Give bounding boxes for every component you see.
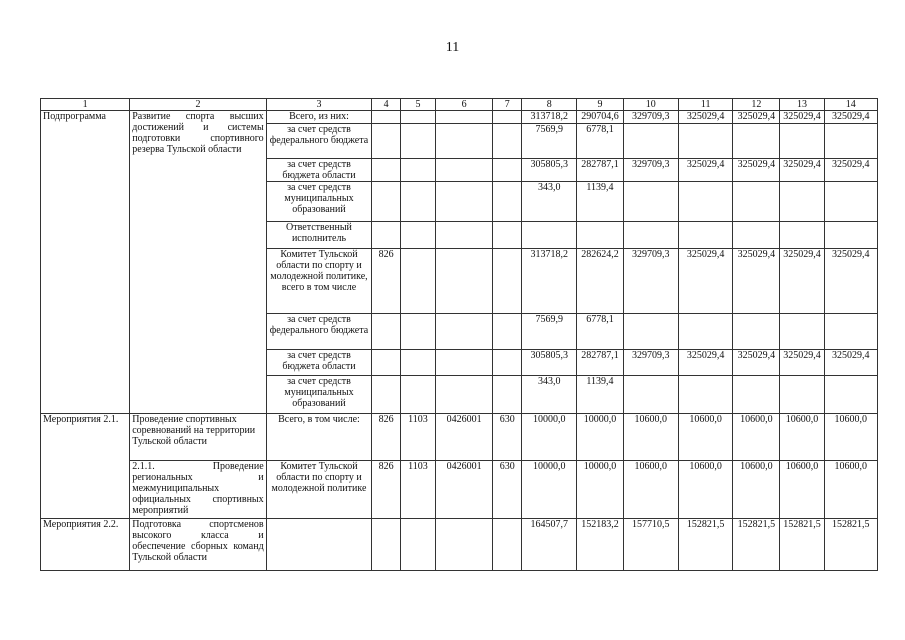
admin-code: 826 [372, 461, 401, 519]
value-cell: 7569,9 [522, 314, 577, 350]
value-cell: 325029,4 [824, 111, 877, 124]
value-cell: 10600,0 [623, 414, 678, 461]
funding-source: за счет средств федерального бюджета [266, 124, 372, 159]
value-cell: 325029,4 [733, 159, 780, 182]
target-code [435, 182, 492, 222]
value-cell: 329709,3 [623, 159, 678, 182]
section-code [401, 314, 436, 350]
budget-table [40, 98, 878, 571]
funding-source [266, 519, 372, 571]
value-cell [623, 124, 678, 159]
value-cell: 325029,4 [733, 111, 780, 124]
value-cell [780, 124, 824, 159]
value-cell: 152821,5 [678, 519, 732, 571]
value-cell: 313718,2 [522, 111, 577, 124]
value-cell: 157710,5 [623, 519, 678, 571]
value-cell [678, 182, 732, 222]
value-cell: 282787,1 [577, 159, 623, 182]
value-cell: 10000,0 [577, 461, 623, 519]
value-cell: 290704,6 [577, 111, 623, 124]
expense-code: 630 [493, 461, 522, 519]
value-cell: 152821,5 [824, 519, 877, 571]
value-cell: 325029,4 [780, 111, 824, 124]
expense-code [493, 111, 522, 124]
section-code [401, 249, 436, 314]
value-cell [623, 314, 678, 350]
column-header: 2 [130, 99, 266, 111]
value-cell [678, 124, 732, 159]
column-header: 6 [435, 99, 492, 111]
value-cell: 325029,4 [780, 350, 824, 376]
value-cell: 10600,0 [623, 461, 678, 519]
section-code [401, 519, 436, 571]
program-type: Подпрограмма [41, 111, 130, 414]
table-body [41, 99, 878, 571]
value-cell [623, 376, 678, 414]
value-cell: 325029,4 [780, 159, 824, 182]
target-code [435, 222, 492, 249]
expense-code [493, 124, 522, 159]
value-cell: 325029,4 [824, 350, 877, 376]
table-row [41, 519, 878, 571]
value-cell: 325029,4 [678, 159, 732, 182]
funding-source: Комитет Тульской области по спорту и молодежной политике [266, 461, 372, 519]
value-cell [623, 182, 678, 222]
value-cell [522, 222, 577, 249]
funding-source: Всего, в том числе: [266, 414, 372, 461]
value-cell: 325029,4 [824, 249, 877, 314]
header-row [41, 99, 878, 111]
admin-code [372, 222, 401, 249]
value-cell [824, 314, 877, 350]
admin-code [372, 376, 401, 414]
value-cell [678, 376, 732, 414]
value-cell [577, 222, 623, 249]
admin-code: 826 [372, 249, 401, 314]
value-cell: 325029,4 [678, 249, 732, 314]
value-cell: 282787,1 [577, 350, 623, 376]
expense-code [493, 222, 522, 249]
funding-source: за счет средств муниципальных образований [266, 376, 372, 414]
target-code: 0426001 [435, 461, 492, 519]
funding-source: Комитет Тульской области по спорту и молодежной политике, всего в том числе [266, 249, 372, 314]
measure-type: Мероприятия 2.1. [41, 414, 130, 519]
value-cell: 6778,1 [577, 124, 623, 159]
value-cell: 325029,4 [678, 350, 732, 376]
value-cell [733, 314, 780, 350]
submeasure-name: 2.1.1. Проведение региональных и межмуниципальных официальных спортивных мероприятий [130, 461, 266, 519]
value-cell: 325029,4 [733, 350, 780, 376]
column-header: 12 [733, 99, 780, 111]
funding-source: за счет средств муниципальных образований [266, 182, 372, 222]
program-name: Развитие спорта высших достижений и системы подготовки спортивного резерва Тульской области [130, 111, 266, 414]
value-cell: 10000,0 [577, 414, 623, 461]
section-code: 1103 [401, 461, 436, 519]
value-cell: 325029,4 [678, 111, 732, 124]
target-code [435, 314, 492, 350]
section-code [401, 350, 436, 376]
value-cell [824, 124, 877, 159]
value-cell: 329709,3 [623, 350, 678, 376]
section-code [401, 124, 436, 159]
value-cell: 7569,9 [522, 124, 577, 159]
value-cell: 10000,0 [522, 414, 577, 461]
value-cell: 152821,5 [780, 519, 824, 571]
value-cell: 305805,3 [522, 350, 577, 376]
funding-source: за счет средств бюджета области [266, 159, 372, 182]
value-cell: 10600,0 [780, 461, 824, 519]
target-code [435, 111, 492, 124]
value-cell [824, 222, 877, 249]
value-cell: 1139,4 [577, 182, 623, 222]
column-header: 13 [780, 99, 824, 111]
column-header: 7 [493, 99, 522, 111]
target-code [435, 350, 492, 376]
value-cell [733, 124, 780, 159]
value-cell: 305805,3 [522, 159, 577, 182]
column-header: 14 [824, 99, 877, 111]
value-cell [678, 222, 732, 249]
table-row [41, 461, 878, 519]
section-code [401, 222, 436, 249]
value-cell [824, 376, 877, 414]
column-header: 4 [372, 99, 401, 111]
target-code [435, 159, 492, 182]
value-cell: 10000,0 [522, 461, 577, 519]
expense-code [493, 519, 522, 571]
measure-type: Мероприятия 2.2. [41, 519, 130, 571]
value-cell: 343,0 [522, 376, 577, 414]
value-cell: 10600,0 [780, 414, 824, 461]
value-cell [824, 182, 877, 222]
value-cell: 152821,5 [733, 519, 780, 571]
admin-code [372, 350, 401, 376]
column-header: 10 [623, 99, 678, 111]
section-code [401, 182, 436, 222]
funding-source: Всего, из них: [266, 111, 372, 124]
value-cell: 329709,3 [623, 249, 678, 314]
value-cell: 10600,0 [678, 461, 732, 519]
admin-code [372, 182, 401, 222]
value-cell: 343,0 [522, 182, 577, 222]
value-cell [780, 376, 824, 414]
value-cell: 1139,4 [577, 376, 623, 414]
value-cell: 325029,4 [780, 249, 824, 314]
value-cell: 325029,4 [824, 159, 877, 182]
value-cell [780, 314, 824, 350]
measure-name: Проведение спортивных соревнований на территории Тульской области [130, 414, 266, 461]
admin-code [372, 314, 401, 350]
table-row [41, 111, 878, 124]
expense-code [493, 314, 522, 350]
value-cell: 10600,0 [824, 461, 877, 519]
page-number: 11 [445, 40, 460, 55]
expense-code [493, 376, 522, 414]
column-header: 1 [41, 99, 130, 111]
expense-code [493, 249, 522, 314]
value-cell [780, 182, 824, 222]
expense-code: 630 [493, 414, 522, 461]
target-code [435, 376, 492, 414]
column-header: 9 [577, 99, 623, 111]
target-code [435, 249, 492, 314]
value-cell: 6778,1 [577, 314, 623, 350]
value-cell: 10600,0 [733, 461, 780, 519]
value-cell [780, 222, 824, 249]
admin-code: 826 [372, 414, 401, 461]
funding-source: за счет средств федерального бюджета [266, 314, 372, 350]
value-cell [623, 222, 678, 249]
table-row [41, 414, 878, 461]
admin-code [372, 111, 401, 124]
admin-code [372, 519, 401, 571]
value-cell: 313718,2 [522, 249, 577, 314]
expense-code [493, 350, 522, 376]
column-header: 8 [522, 99, 577, 111]
funding-source: за счет средств бюджета области [266, 350, 372, 376]
admin-code [372, 124, 401, 159]
column-header: 3 [266, 99, 372, 111]
target-code [435, 124, 492, 159]
expense-code [493, 159, 522, 182]
value-cell: 282624,2 [577, 249, 623, 314]
target-code [435, 519, 492, 571]
value-cell: 152183,2 [577, 519, 623, 571]
value-cell [733, 376, 780, 414]
value-cell: 10600,0 [824, 414, 877, 461]
target-code: 0426001 [435, 414, 492, 461]
column-header: 5 [401, 99, 436, 111]
column-header: 11 [678, 99, 732, 111]
measure-name: Подготовка спортсменов высокого класса и обеспечение сборных команд Тульской области [130, 519, 266, 571]
section-code [401, 376, 436, 414]
value-cell: 329709,3 [623, 111, 678, 124]
value-cell: 325029,4 [733, 249, 780, 314]
admin-code [372, 159, 401, 182]
value-cell [678, 314, 732, 350]
value-cell [733, 182, 780, 222]
section-code [401, 159, 436, 182]
section-code: 1103 [401, 414, 436, 461]
expense-code [493, 182, 522, 222]
value-cell: 164507,7 [522, 519, 577, 571]
value-cell: 10600,0 [678, 414, 732, 461]
value-cell [733, 222, 780, 249]
section-code [401, 111, 436, 124]
funding-source: Ответственный исполнитель [266, 222, 372, 249]
value-cell: 10600,0 [733, 414, 780, 461]
